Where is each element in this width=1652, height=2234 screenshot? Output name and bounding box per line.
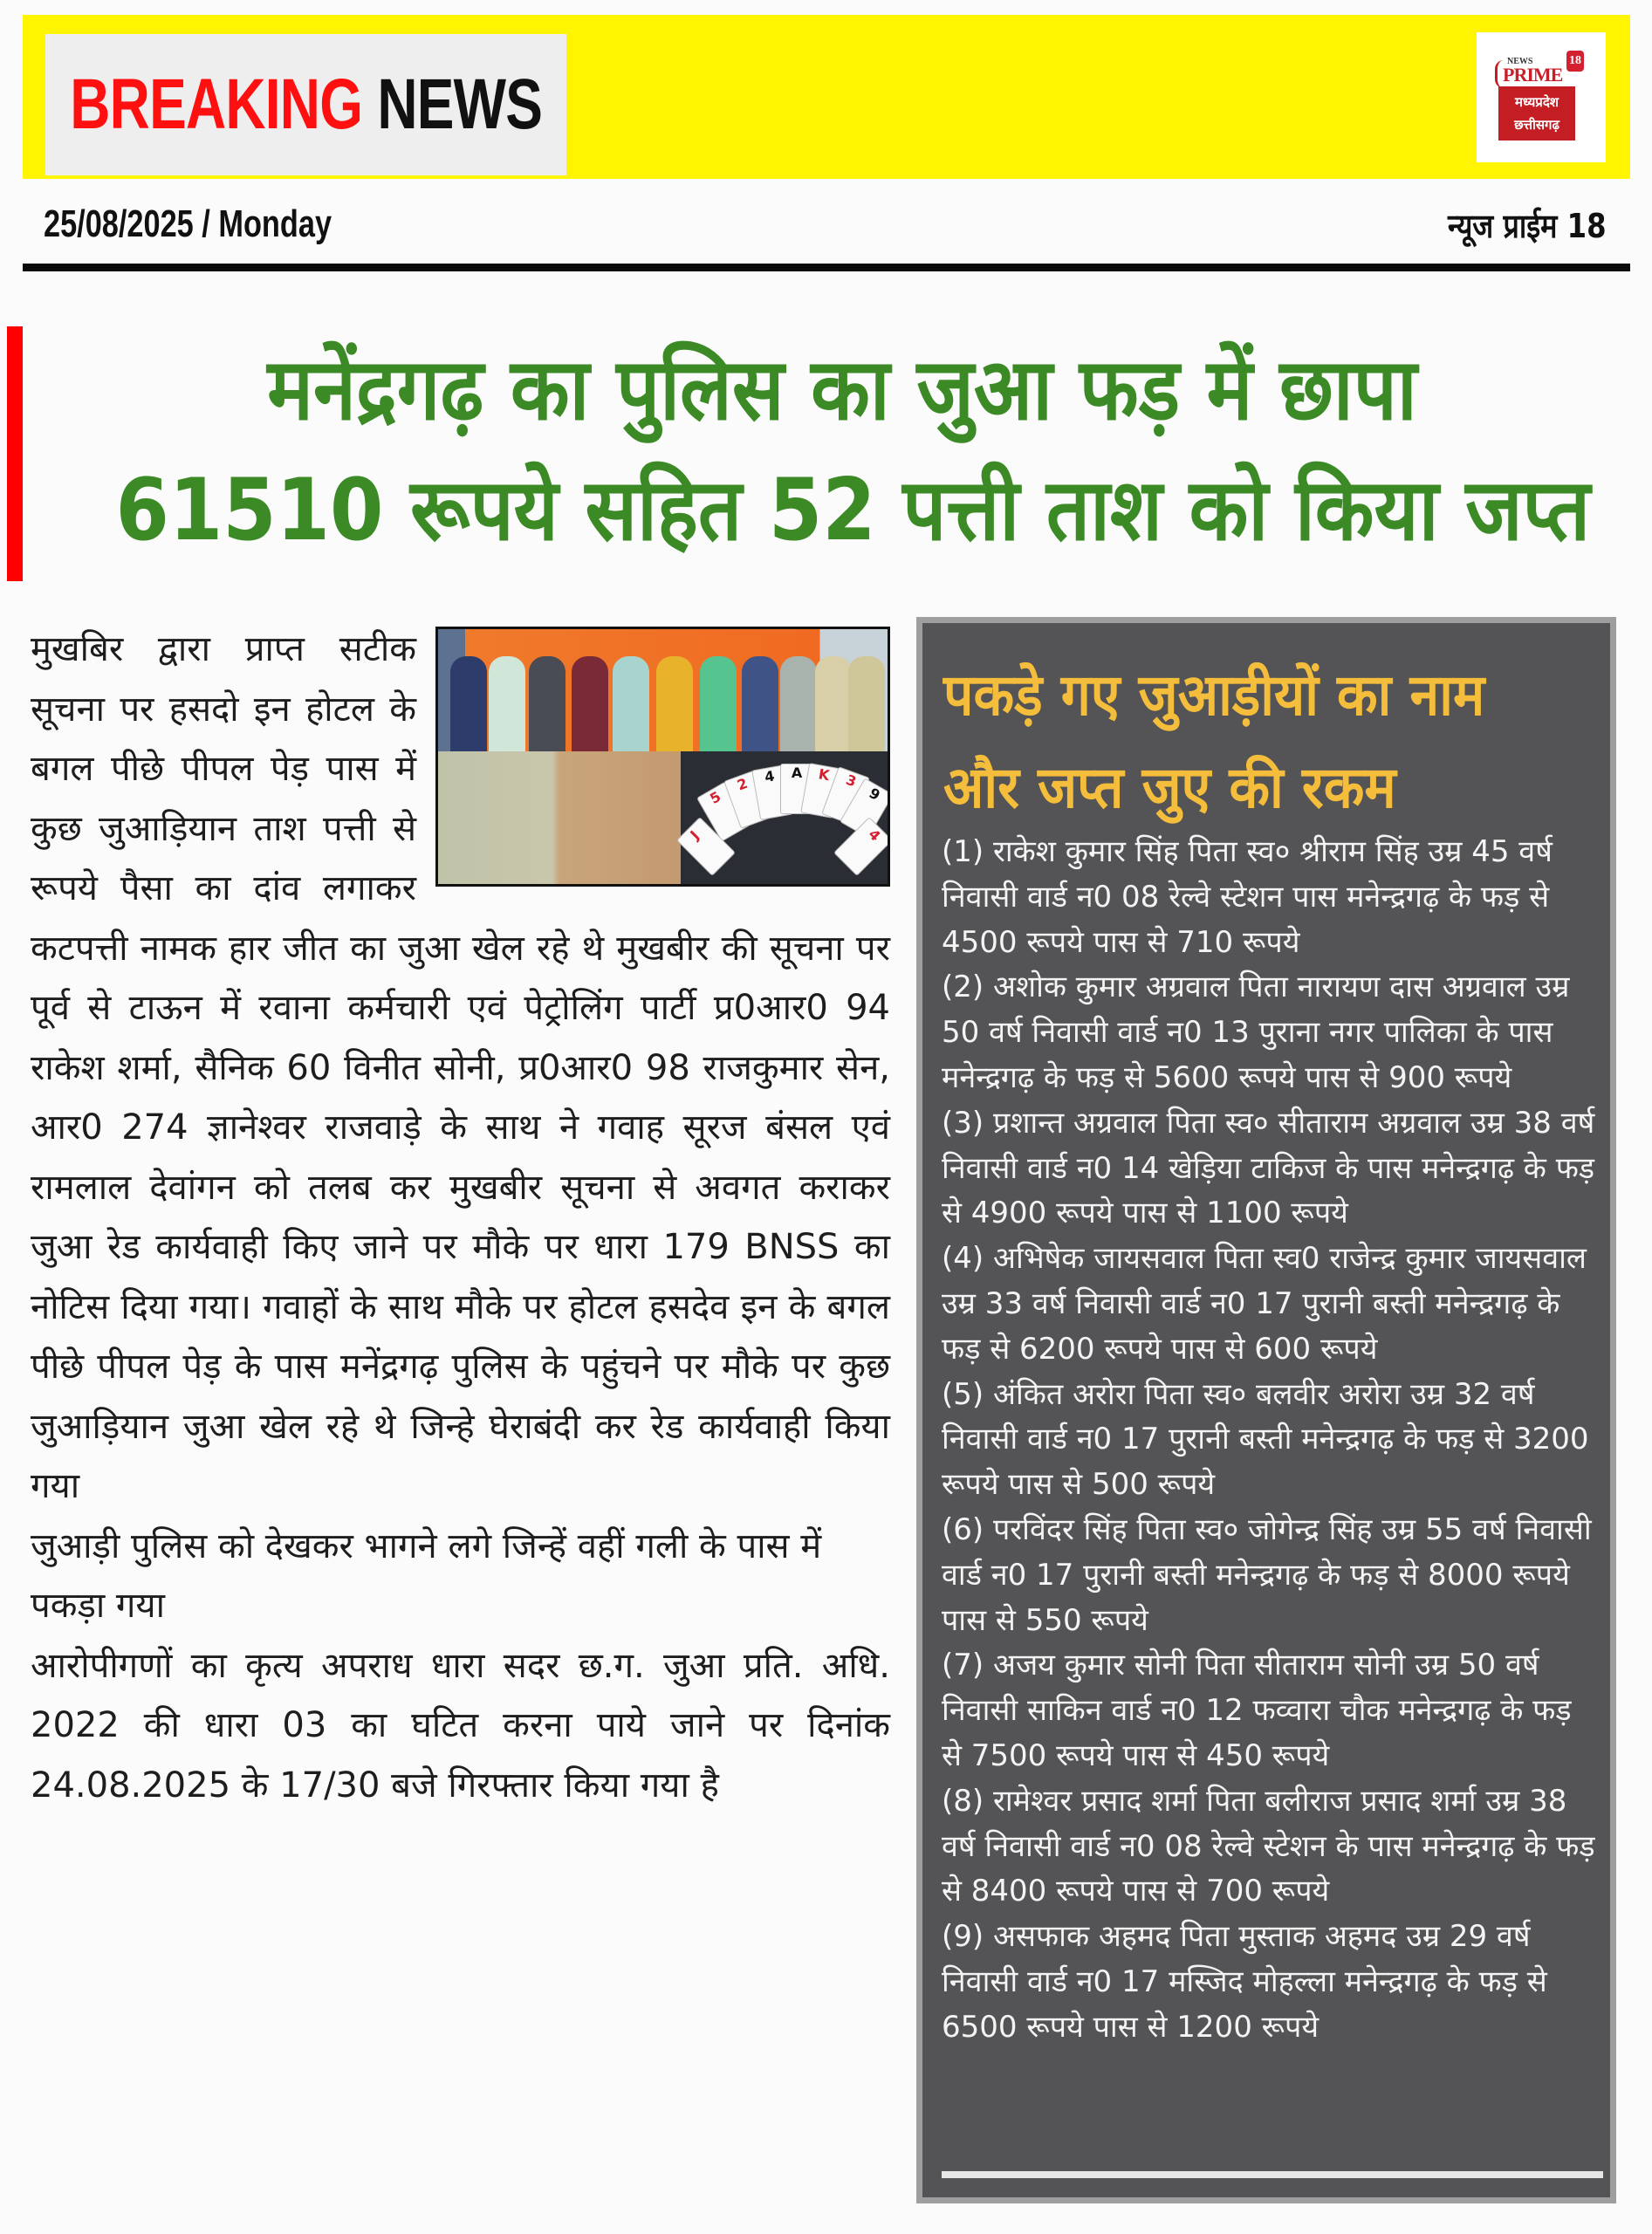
playing-card: 5 — [696, 782, 751, 842]
accused-list-item: (2) अशोक कुमार अग्रवाल पिता नारायण दास अग्रवाल उम्र 50 वर्ष निवासी वार्ड न0 13 पुराना नगर पालिका के पास मनेन्द्रगढ़ के फड़ से 5600 रूपये पास से 900 रूपये — [942, 970, 1570, 1095]
photo-group-of-accused — [438, 629, 888, 751]
headline — [35, 330, 1649, 571]
photo-person — [450, 656, 487, 751]
photo-person — [656, 656, 693, 751]
playing-card: 2 — [723, 770, 772, 828]
playing-card: A — [780, 764, 813, 814]
accused-list-item: (8) रामेश्वर प्रसाद शर्मा पिता बलीराज प्रसाद शर्मा उम्र 38 वर्ष निवासी वार्ड न0 08 रेल्वे स्टेशन के पास मनेन्द्रगढ़ के फड़ से 8400 रूपये पास से 700 रूपये — [942, 1783, 1595, 1909]
article-body — [31, 620, 890, 1815]
header-divider — [23, 264, 1630, 271]
breaking-word: BREAKING — [70, 65, 362, 144]
accused-list-item: (1) राकेश कुमार सिंह पिता स्व० श्रीराम सिंह उम्र 45 वर्ष निवासी वार्ड न0 08 रेल्वे स्टेशन पास मनेन्द्रगढ़ के फड़ से 4500 रूपये पास से 710 रूपये — [942, 834, 1553, 960]
accused-list-title — [943, 649, 1607, 834]
photo-police-officer — [848, 656, 885, 751]
logo-prime-text: PRIME — [1503, 64, 1563, 86]
photo-playing-cards — [681, 751, 888, 884]
playing-card: 4 — [833, 817, 890, 876]
news-photo — [435, 627, 890, 887]
accused-list — [942, 830, 1598, 2051]
breaking-news-banner — [23, 15, 1630, 179]
photo-person — [489, 656, 525, 751]
accused-list-item: (5) अंकित अरोरा पिता स्व० बलवीर अरोरा उम्र 32 वर्ष निवासी वार्ड न0 17 पुरानी बस्ती मनेन्द्रगढ़ के फड़ से 3200 रूपये पास से 500 रूपये — [942, 1376, 1589, 1503]
headline-line-1: मनेंद्रगढ़ का पुलिस का जुआ फड़ में छापा — [267, 340, 1417, 440]
playing-card: 9 — [840, 778, 890, 839]
article-paragraph: मुखबिर द्वारा प्राप्त सटीक सूचना पर हसदो इन होटल के बगल पीछे पीपल पेड़ पास में कुछ जुआड़ियान ताश पत्ती से रूपये पैसा का दांव लगाकर कटपत्ती नामक हार जीत का जुआ खेल रहे थे मुखबीर की सूचना पर पूर्व से टाऊन में रवाना कर्मचारी एवं पेट्रोलिंग पार्टी प्र0आर0 94 राकेश शर्मा, सैनिक 60 विनीत सोनी, प्र0आर0 98 राजकुमार सेन, आर0 274 ज्ञानेश्वर राजवाड़े के साथ ने गवाह सूरज बंसल एवं रामलाल देवांगन को तलब कर मुखबीर सूचना से अवगत कराकर जुआ रेड कार्यवाही किए जाने पर मौके पर धारा 179 BNSS का नोटिस दिया गया। गवाहों के साथ मौके पर होटल हसदेव इन के बगल पीछे पीपल पेड़ के पास मनेंद्रगढ़ पुलिस के पहुंचने पर मौके पर कुछ जुआड़ियान जुआ खेल रहे थे जिन्हे घेराबंदी कर रेड कार्यवाही किया गया — [31, 629, 890, 1506]
photo-person — [742, 656, 778, 751]
accused-list-item: (7) अजय कुमार सोनी पिता सीताराम सोनी उम्र 50 वर्ष निवासी साकिन वार्ड न0 12 फव्वारा चौक मनेन्द्रगढ़ के फड़ से 7500 रूपये पास से 450 रूपये — [942, 1648, 1572, 1773]
accused-list-title-line-1: पकड़े गए जुआड़ीयों का नाम — [943, 661, 1485, 729]
logo-badge-18: 18 — [1566, 51, 1584, 72]
article-paragraph: आरोपीगणों का कृत्य अपराध धारा सदर छ.ग. जुआ प्रति. अधि. 2022 की धारा 03 का घटित करना पाये जाने पर दिनांक 24.08.2025 के 17/30 बजे गिरफ्तार किया गया है — [31, 1645, 890, 1806]
accused-list-panel — [922, 623, 1610, 2197]
logo-region-line2: छत्तीसगढ़ — [1514, 117, 1559, 133]
accused-list-item: (9) असफाक अहमद पिता मुस्ताक अहमद उम्र 29 वर्ष निवासी वार्ड न0 17 मस्जिद मोहल्ला मनेन्द्रगढ़ के फड़ से 6500 रूपये पास से 1200 रूपये — [942, 1919, 1547, 2045]
accused-list-item: (6) परविंदर सिंह पिता स्व० जोगेन्द्र सिंह उम्र 55 वर्ष निवासी वार्ड न0 17 पुरानी बस्ती मनेन्द्रगढ़ के फड़ से 8000 रूपये पास से 550 रूपये — [942, 1511, 1592, 1638]
photo-person — [700, 656, 737, 751]
news-prime-logo — [1477, 32, 1606, 162]
photo-seized-currency — [438, 751, 681, 884]
accused-list-divider — [942, 2171, 1603, 2178]
playing-card: J — [676, 817, 736, 876]
news-word: NEWS — [377, 65, 542, 144]
publication-brand: न्यूज प्राईम 18 — [1448, 207, 1607, 245]
playing-card: 4 — [751, 764, 792, 820]
photo-person — [780, 656, 817, 751]
playing-card: K — [800, 763, 841, 819]
breaking-news-label — [70, 64, 542, 146]
accused-list-item: (3) प्रशान्त अग्रवाल पिता स्व० सीताराम अग्रवाल उम्र 38 वर्ष निवासी वार्ड न0 14 खेड़िया टाकिज के पास मनेन्द्रगढ़ के फड़ से 4900 रूपये पास से 1100 रूपये — [942, 1105, 1595, 1231]
playing-card: 3 — [821, 766, 870, 825]
photo-person — [572, 656, 608, 751]
photo-police-officer — [815, 656, 852, 751]
photo-person — [613, 656, 649, 751]
accused-list-box — [916, 617, 1616, 2203]
accused-list-item: (4) अभिषेक जायसवाल पिता स्व0 राजेन्द्र कुमार जायसवाल उम्र 33 वर्ष निवासी वार्ड न0 17 पुरानी बस्ती मनेन्द्रगढ़ के फड़ से 6200 रूपये पास से 600 रूपये — [942, 1241, 1587, 1367]
publication-date: 25/08/2025 / Monday — [44, 202, 332, 245]
headline-accent-bar — [7, 326, 23, 581]
logo-news-text: NEWS — [1507, 57, 1533, 66]
logo-region-line1: मध्यप्रदेश — [1514, 94, 1559, 110]
accused-list-title-line-2: और जप्त जुए की रकम — [943, 754, 1396, 821]
headline-line-2: 61510 रूपये सहित 52 पत्ती ताश को किया जप्त — [115, 461, 1591, 560]
photo-person — [529, 656, 566, 751]
breaking-news-label-box — [45, 34, 566, 175]
article-paragraph: जुआड़ी पुलिस को देखकर भागने लगे जिन्हें वहीं गली के पास में पकड़ा गया — [31, 1525, 822, 1626]
logo-region-block — [1498, 86, 1575, 140]
